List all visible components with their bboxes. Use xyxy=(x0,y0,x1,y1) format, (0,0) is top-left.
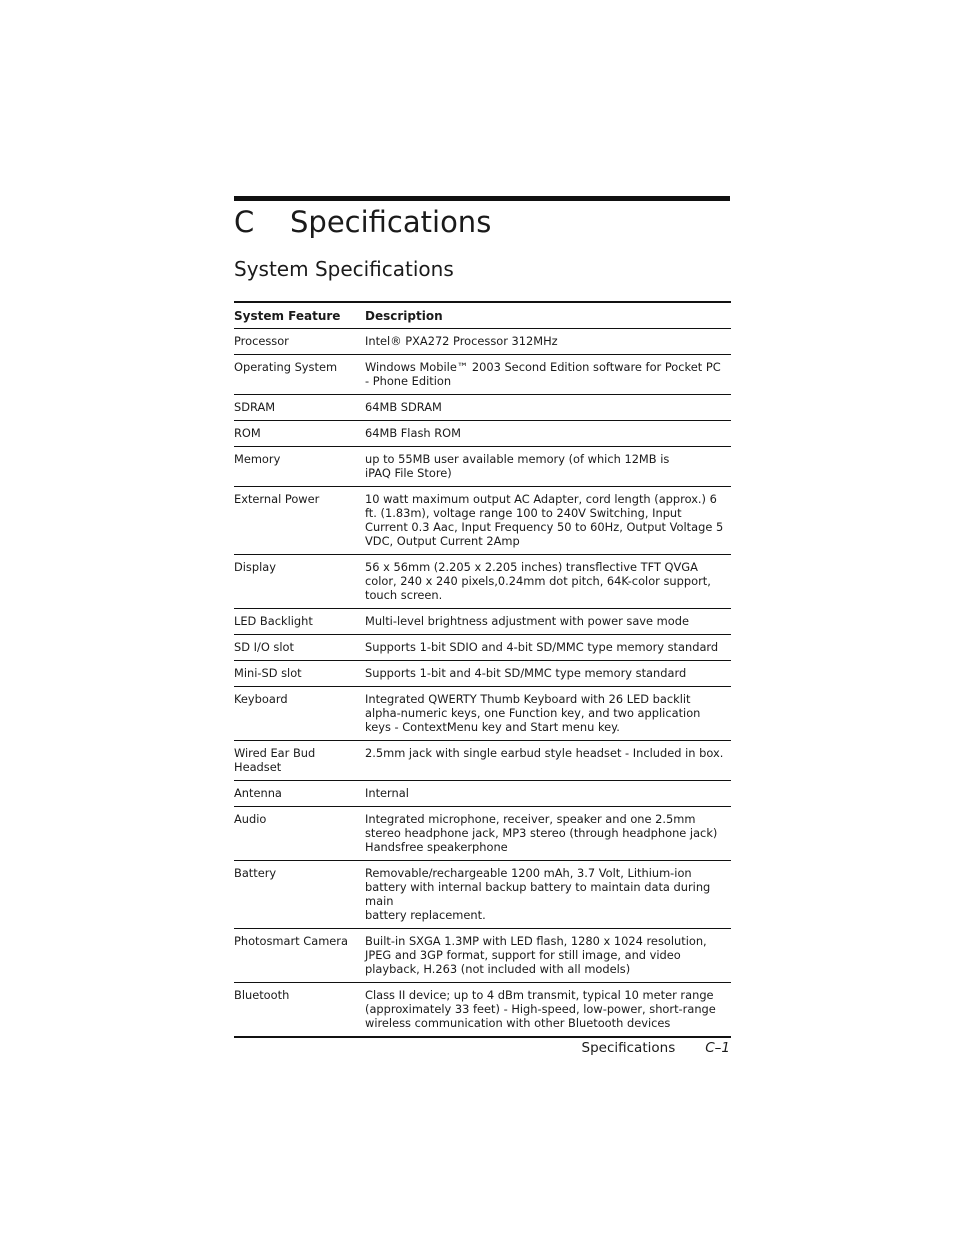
section-title: System Specifications xyxy=(234,257,454,281)
table-row xyxy=(234,635,731,661)
description-cell: Integrated microphone, receiver, speaker and one 2.5mm stereo headphone jack, MP3 stereo (through headphone jack) Handsfree speakerphone xyxy=(365,807,731,861)
table-row xyxy=(234,329,731,355)
feature-cell: Processor xyxy=(234,329,365,355)
table-row xyxy=(234,861,731,929)
table-row xyxy=(234,555,731,609)
feature-cell: Bluetooth xyxy=(234,988,290,1002)
feature-cell: SDRAM xyxy=(234,395,365,421)
feature-cell: LED Backlight xyxy=(234,609,365,635)
footer-section-name: Specifications xyxy=(581,1040,676,1056)
feature-cell: Display xyxy=(234,555,365,609)
table-header-row xyxy=(234,302,731,329)
feature-cell: SD I/O slot xyxy=(234,635,365,661)
table-row xyxy=(234,983,731,1038)
table-row xyxy=(234,741,731,781)
feature-cell: ROM xyxy=(234,421,365,447)
feature-cell: Photosmart Camera xyxy=(234,929,365,983)
table-row xyxy=(234,687,731,741)
footer-page-number: C–1 xyxy=(705,1040,730,1056)
description-cell: Intel® PXA272 Processor 312MHz xyxy=(365,329,731,355)
feature-cell: Antenna xyxy=(234,781,365,807)
description-cell: Internal xyxy=(365,781,731,807)
header-system-feature: System Feature xyxy=(234,302,365,329)
chapter-heading xyxy=(234,203,730,241)
page-footer xyxy=(520,1039,730,1057)
table-row xyxy=(234,395,731,421)
table-row xyxy=(234,781,731,807)
feature-cell: Memory xyxy=(234,447,365,487)
table-row xyxy=(234,447,731,487)
description-cell: 56 x 56mm (2.205 x 2.205 inches) transflective TFT QVGA color, 240 x 240 pixels,0.24mm dot pitch, 64K-color support, touch screen. xyxy=(365,555,731,609)
header-description: Description xyxy=(365,302,731,329)
table-row xyxy=(234,355,731,395)
feature-cell: Operating System xyxy=(234,355,365,395)
description-cell: 2.5mm jack with single earbud style headset - Included in box. xyxy=(365,741,731,781)
table-row xyxy=(234,421,731,447)
description-cell: Supports 1-bit SDIO and 4-bit SD/MMC type memory standard xyxy=(365,635,731,661)
feature-cell: External Power xyxy=(234,487,365,555)
description-cell: 10 watt maximum output AC Adapter, cord length (approx.) 6 ft. (1.83m), voltage range 100 to 240V Switching, Input Current 0.3 Aac, Input Frequency 50 to 60Hz, Output Voltage 5 VDC, Output Current 2Amp xyxy=(365,487,731,555)
table-body xyxy=(234,329,731,1038)
description-cell: 64MB Flash ROM xyxy=(365,421,731,447)
chapter-letter: C xyxy=(234,205,255,239)
table-row xyxy=(234,609,731,635)
specifications-table xyxy=(234,301,731,1038)
description-cell: Built-in SXGA 1.3MP with LED flash, 1280 x 1024 resolution, JPEG and 3GP format, support for still image, and video playback, H.263 (not included with all models) xyxy=(365,929,731,983)
table-row xyxy=(234,661,731,687)
description-cell: Removable/rechargeable 1200 mAh, 3.7 Volt, Lithium-ion battery with internal backup battery to maintain data during main battery replacement. xyxy=(365,861,731,929)
description-cell: Class II device; up to 4 dBm transmit, typical 10 meter range (approximately 33 feet) - High-speed, low-power, short-range wireless communication with other Bluetooth devices xyxy=(365,988,716,1030)
description-cell: Windows Mobile™ 2003 Second Edition software for Pocket PC - Phone Edition xyxy=(365,355,731,395)
chapter-title: Specifications xyxy=(290,205,492,239)
description-cell: Multi-level brightness adjustment with power save mode xyxy=(365,609,731,635)
feature-cell: Battery xyxy=(234,861,365,929)
feature-cell: Audio xyxy=(234,807,365,861)
feature-cell: Wired Ear Bud Headset xyxy=(234,741,365,781)
table-row xyxy=(234,487,731,555)
description-cell: 64MB SDRAM xyxy=(365,395,731,421)
feature-cell: Mini-SD slot xyxy=(234,661,365,687)
table-row xyxy=(234,807,731,861)
description-cell: Integrated QWERTY Thumb Keyboard with 26 LED backlit alpha-numeric keys, one Function key, and two application keys - ContextMenu key and Start menu key. xyxy=(365,687,731,741)
description-cell: Supports 1-bit and 4-bit SD/MMC type memory standard xyxy=(365,661,731,687)
description-cell: up to 55MB user available memory (of which 12MB is iPAQ File Store) xyxy=(365,447,731,487)
table-row xyxy=(234,929,731,983)
feature-cell: Keyboard xyxy=(234,687,365,741)
chapter-top-rule xyxy=(234,196,730,201)
